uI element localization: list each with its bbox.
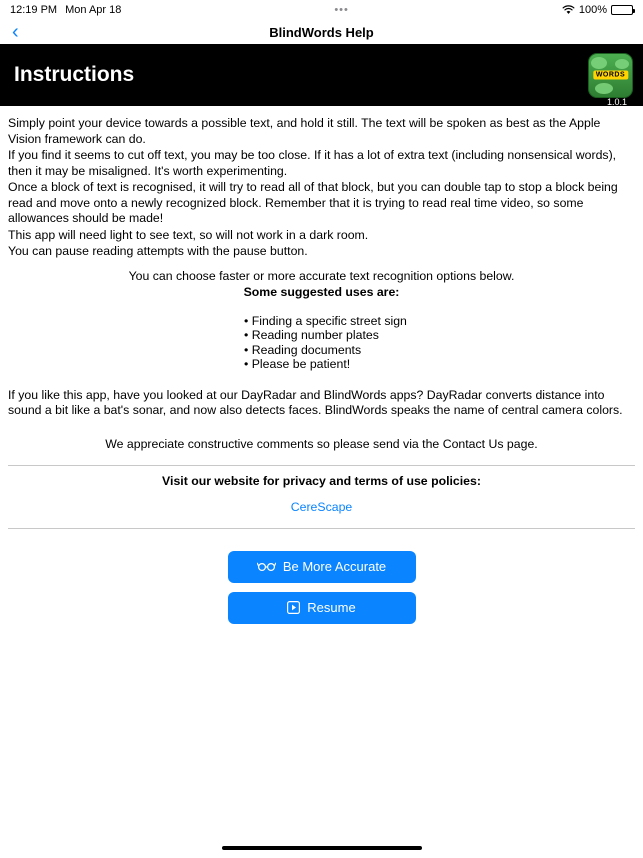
wifi-icon [562, 5, 575, 15]
list-item: • Reading documents [244, 342, 362, 357]
list-item: • Please be patient! [244, 357, 351, 371]
battery-icon [611, 5, 633, 15]
header-title: Instructions [14, 63, 135, 86]
status-bar-right [562, 4, 633, 16]
multitasking-dots-icon: ••• [334, 3, 349, 16]
app-icon-wrapper [588, 53, 633, 98]
battery-percent-label: 100% [578, 4, 607, 16]
help-paragraph: Once a block of text is recognised, it will try to read all of that block, but you can double tap to stop a block being read and move onto a newly recognized block. Remember that it is trying to read real time video, so some allowances should be made! [8, 180, 618, 225]
instructions-header-banner [0, 44, 643, 106]
other-apps-paragraph: If you like this app, have you looked at our DayRadar and BlindWords apps? DayRadar converts distance into sound a bit like a bat's sonar, and now also detects faces. BlindWords speaks the name of central camera colors. [8, 387, 623, 417]
back-button-chevron-left-icon[interactable]: ‹ [12, 21, 19, 43]
divider-top [8, 465, 635, 466]
status-bar-date: Mon Apr 18 [65, 4, 122, 16]
website-link[interactable]: CereScape [290, 499, 353, 514]
resume-label: Resume [307, 600, 356, 616]
play-icon [287, 601, 300, 614]
glasses-icon [257, 561, 276, 572]
divider-bottom [8, 528, 635, 529]
contact-note: We appreciate constructive comments so please send via the Contact Us page. [105, 436, 538, 451]
action-buttons [8, 551, 635, 624]
help-paragraph: If you find it seems to cut off text, you may be too close. If it has a lot of extra text (including nonsensical words), then it may be misaligned. It's worth experimenting. [8, 148, 617, 178]
status-bar-time: 12:19 PM [10, 4, 58, 16]
recognition-options-note: You can choose faster or more accurate text recognition options below. [128, 268, 515, 283]
page-title: BlindWords Help [269, 24, 374, 40]
status-bar-center [121, 5, 562, 16]
be-more-accurate-button[interactable] [228, 551, 416, 583]
list-item: • Reading number plates [244, 328, 379, 342]
status-bar [0, 0, 643, 20]
website-heading: Visit our website for privacy and terms of use policies: [162, 473, 481, 488]
list-item: • Finding a specific street sign [244, 313, 407, 328]
suggested-uses-heading: Some suggested uses are: [243, 284, 400, 299]
home-indicator[interactable] [222, 846, 422, 850]
be-more-accurate-label: Be More Accurate [282, 559, 387, 575]
help-paragraph: This app will need light to see text, so will not work in a dark room. [8, 227, 369, 242]
resume-button[interactable] [228, 592, 416, 624]
version-label: 1.0.1 [606, 97, 627, 107]
navigation-bar [0, 20, 643, 44]
app-logo-text: WORDS [593, 71, 628, 80]
app-logo-icon [588, 53, 633, 98]
help-content [0, 106, 643, 624]
help-paragraph: Simply point your device towards a possible text, and hold it still. The text will be spoken as best as the Apple Vision framework can do. [8, 116, 601, 146]
help-paragraph: You can pause reading attempts with the pause button. [8, 244, 308, 258]
suggested-uses-list [244, 314, 424, 372]
status-bar-left [10, 4, 121, 16]
